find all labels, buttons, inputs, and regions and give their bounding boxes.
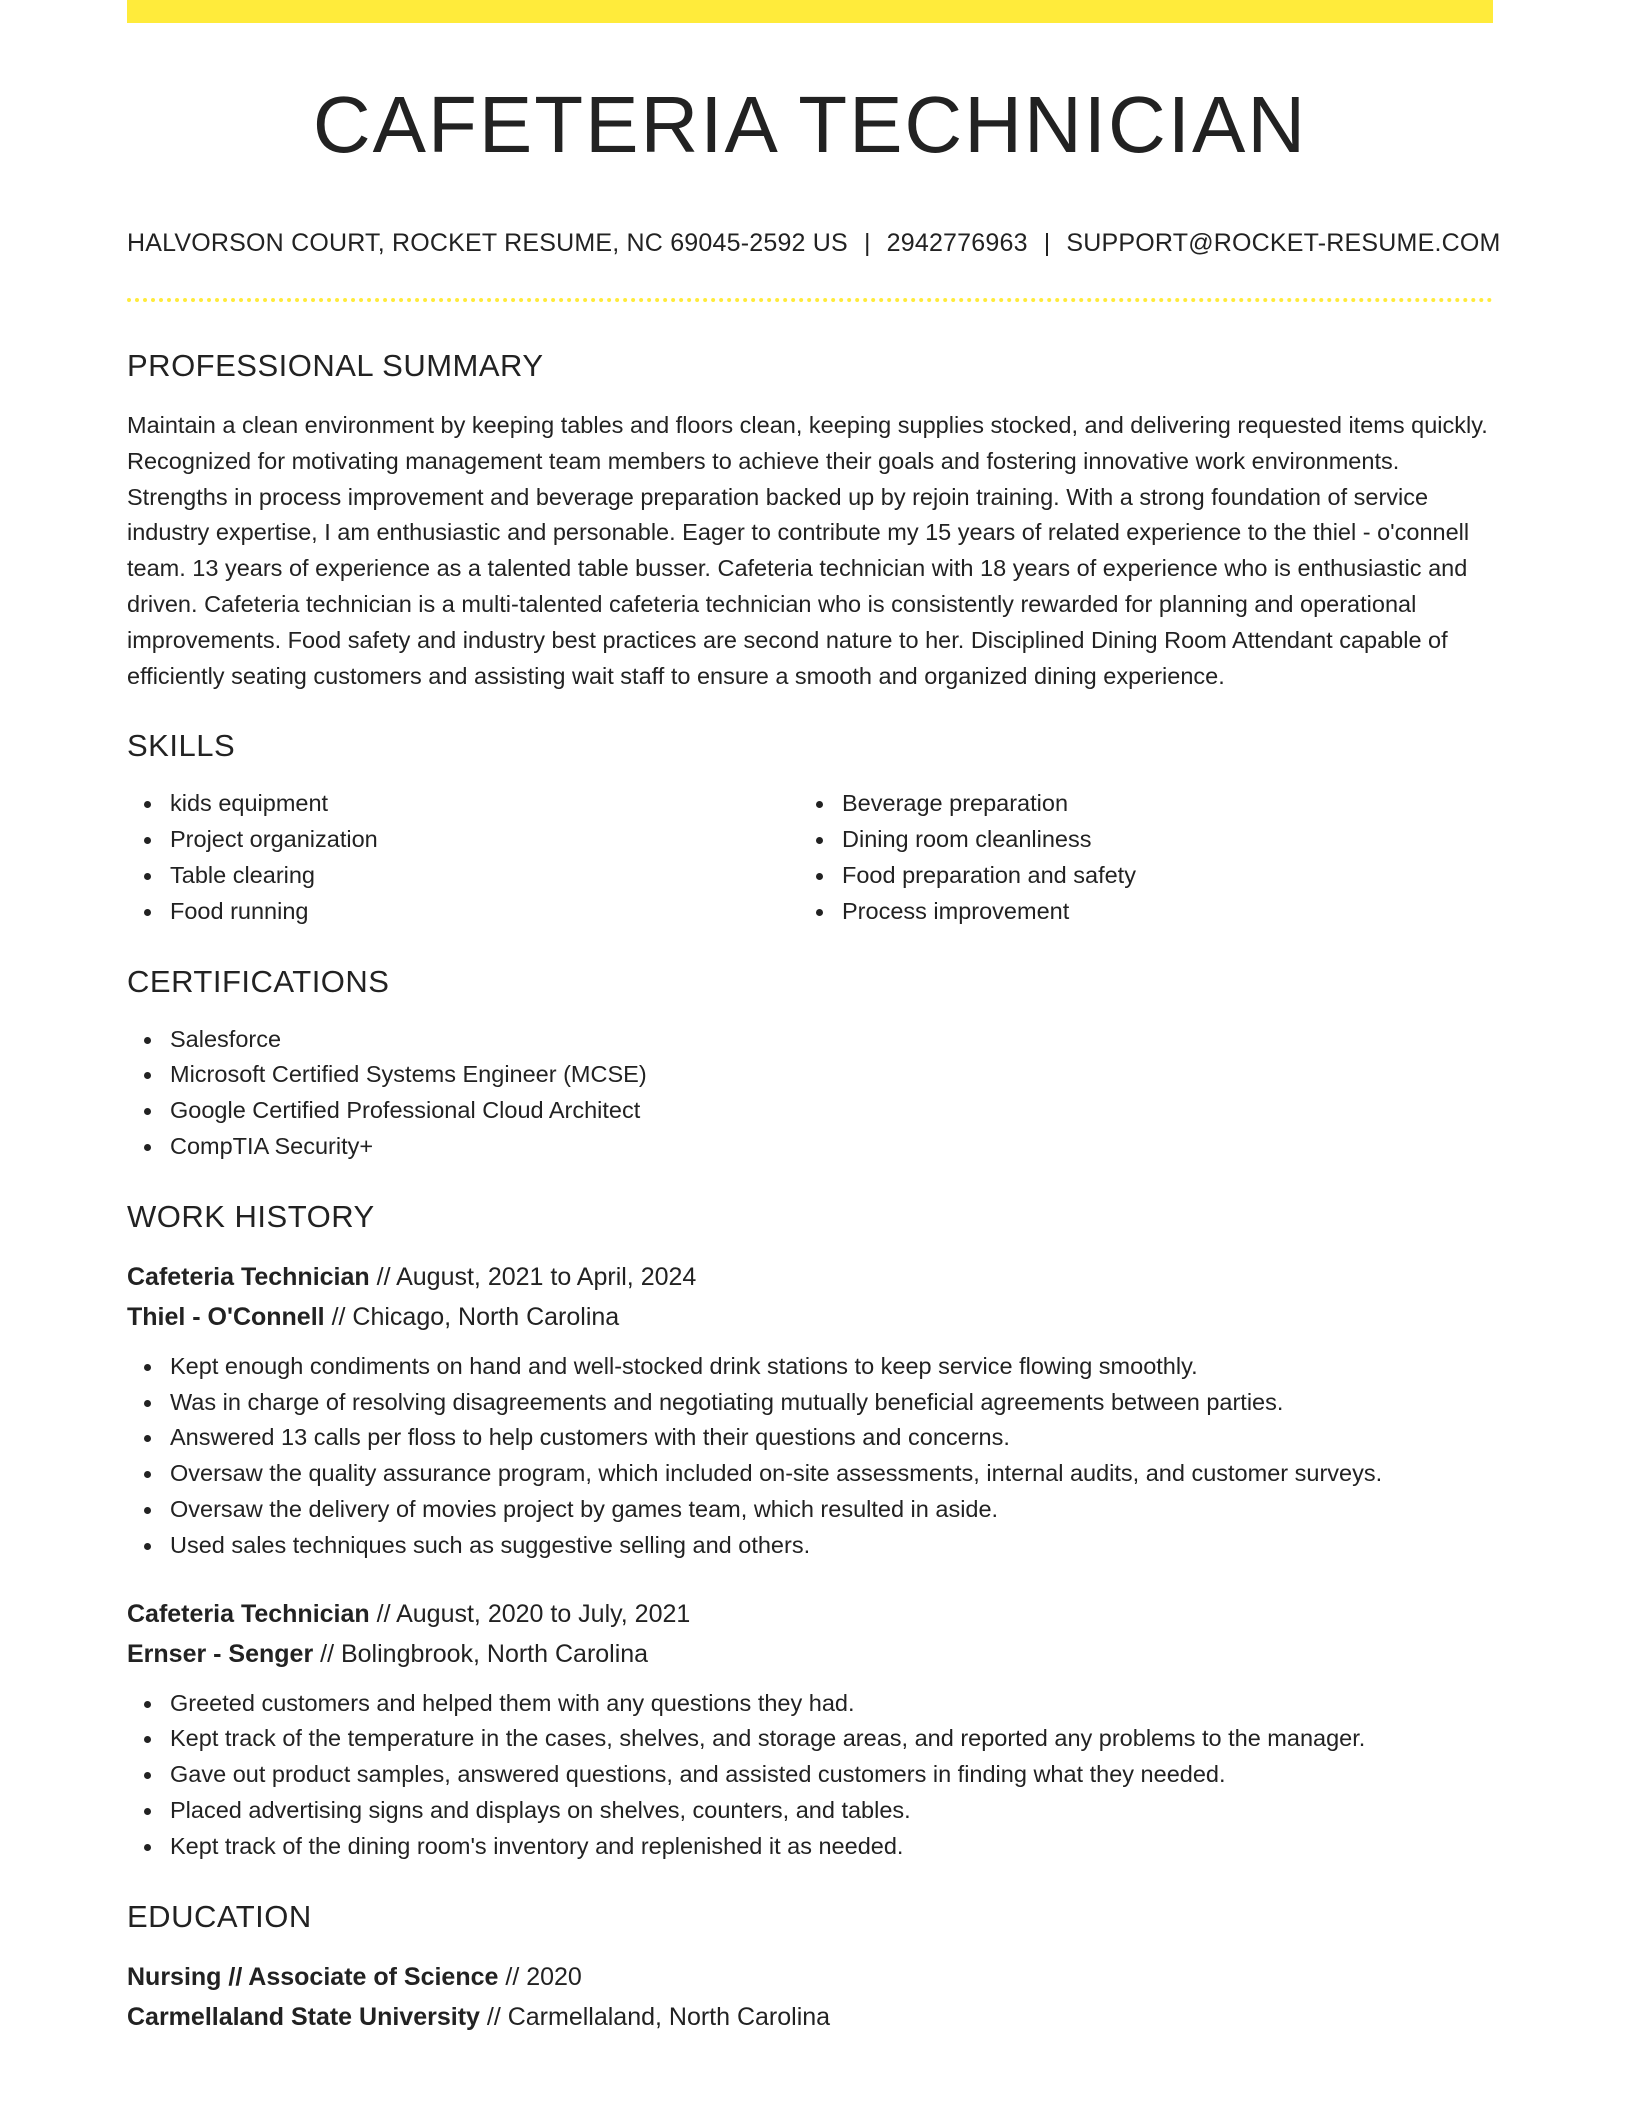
job-duties-list — [127, 1686, 1493, 1865]
contact-email: SUPPORT@ROCKET-RESUME.COM — [1066, 229, 1501, 257]
education-school-line — [127, 1997, 1493, 2037]
certifications-heading: CERTIFICATIONS — [127, 963, 390, 999]
job-duty-item: Kept track of the dining room's inventory and replenished it as needed. — [127, 1829, 1493, 1865]
job-duties-list — [127, 1349, 1493, 1564]
certifications-list — [127, 1022, 1493, 1165]
contact-separator: | — [1043, 229, 1051, 257]
job-company-line — [127, 1634, 1493, 1674]
job-title-line — [127, 1594, 1493, 1634]
skill-item: Food running — [127, 894, 799, 930]
skills-column-right — [799, 786, 1471, 929]
job-duty-item: Answered 13 calls per floss to help customers with their questions and concerns. — [127, 1420, 1493, 1456]
education-degree-line — [127, 1957, 1493, 1997]
job-role: Cafeteria Technician — [127, 1262, 370, 1291]
job-location: // Chicago, North Carolina — [331, 1302, 620, 1331]
skills-heading: SKILLS — [127, 728, 236, 764]
dotted-divider — [127, 298, 1493, 302]
job-dates: // August, 2020 to July, 2021 — [376, 1599, 691, 1628]
job-duty-item: Used sales techniques such as suggestive selling and others. — [127, 1528, 1493, 1564]
contact-separator: | — [863, 229, 871, 257]
education-school: Carmellaland State University — [127, 2002, 480, 2031]
job-duty-item: Gave out product samples, answered questions, and assisted customers in finding what they needed. — [127, 1757, 1493, 1793]
skill-item: Dining room cleanliness — [799, 822, 1471, 858]
education-heading: EDUCATION — [127, 1898, 312, 1934]
job-duty-item: Kept track of the temperature in the cases, shelves, and storage areas, and reported any problems to the manager. — [127, 1721, 1493, 1757]
education-degree: Nursing // Associate of Science — [127, 1962, 499, 1991]
certification-item: Salesforce — [127, 1022, 1493, 1058]
summary-text: Maintain a clean environment by keeping tables and floors clean, keeping supplies stocked, and delivering requested items quickly. Recognized for motivating management team members to achieve their goals and fostering innovative work environments. Strengths in process improvement and beverage preparation backed up by rejoin training. With a strong foundation of service industry expertise, I am enthusiastic and personable. Eager to contribute my 15 years of related experience to the thiel - o'connell team. 13 years of experience as a talented table busser. Cafeteria technician with 18 years of experience who is enthusiastic and driven. Cafeteria technician is a multi-talented cafeteria technician who is consistently rewarded for planning and operational improvements. Food safety and industry best practices are second nature to her. Disciplined Dining Room Attendant capable of efficiently seating customers and assisting wait staff to ensure a smooth and organized dining experience. — [127, 412, 1488, 689]
job-company: Ernser - Senger — [127, 1639, 314, 1668]
contact-line — [127, 229, 1501, 258]
skills-column-left — [127, 786, 799, 929]
job-duty-item: Was in charge of resolving disagreements and negotiating mutually beneficial agreements between parties. — [127, 1385, 1493, 1421]
resume-page — [127, 0, 1501, 2037]
skill-item: Food preparation and safety — [799, 858, 1471, 894]
education-location: // Carmellaland, North Carolina — [486, 2002, 831, 2031]
job-duty-item: Oversaw the delivery of movies project by games team, which resulted in aside. — [127, 1492, 1493, 1528]
skill-item: Beverage preparation — [799, 786, 1471, 822]
job-company: Thiel - O'Connell — [127, 1302, 325, 1331]
certification-item: Microsoft Certified Systems Engineer (MCSE) — [127, 1057, 1493, 1093]
job-location: // Bolingbrook, North Carolina — [320, 1639, 649, 1668]
contact-phone: 2942776963 — [886, 229, 1028, 257]
job-dates: // August, 2021 to April, 2024 — [376, 1262, 697, 1291]
skill-item: Process improvement — [799, 894, 1471, 930]
job-duty-item: Oversaw the quality assurance program, which included on-site assessments, internal audits, and customer surveys. — [127, 1456, 1493, 1492]
job-duty-item: Kept enough condiments on hand and well-stocked drink stations to keep service flowing smoothly. — [127, 1349, 1493, 1385]
certification-item: CompTIA Security+ — [127, 1129, 1493, 1165]
job-duty-item: Greeted customers and helped them with any questions they had. — [127, 1686, 1493, 1722]
job-title-line — [127, 1257, 1493, 1297]
work-history-heading: WORK HISTORY — [127, 1198, 375, 1234]
summary-heading: PROFESSIONAL SUMMARY — [127, 348, 544, 383]
contact-address: HALVORSON COURT, ROCKET RESUME, NC 69045-2592 US — [127, 229, 848, 257]
resume-name: CAFETERIA TECHNICIAN — [312, 80, 1308, 169]
skills-list — [127, 786, 1493, 929]
skill-item: Table clearing — [127, 858, 799, 894]
certification-item: Google Certified Professional Cloud Architect — [127, 1093, 1493, 1129]
job-duty-item: Placed advertising signs and displays on shelves, counters, and tables. — [127, 1793, 1493, 1829]
job-role: Cafeteria Technician — [127, 1599, 370, 1628]
skill-item: kids equipment — [127, 786, 799, 822]
job-company-line — [127, 1297, 1493, 1337]
top-accent-bar — [127, 0, 1493, 23]
skill-item: Project organization — [127, 822, 799, 858]
education-year: // 2020 — [505, 1962, 582, 1991]
